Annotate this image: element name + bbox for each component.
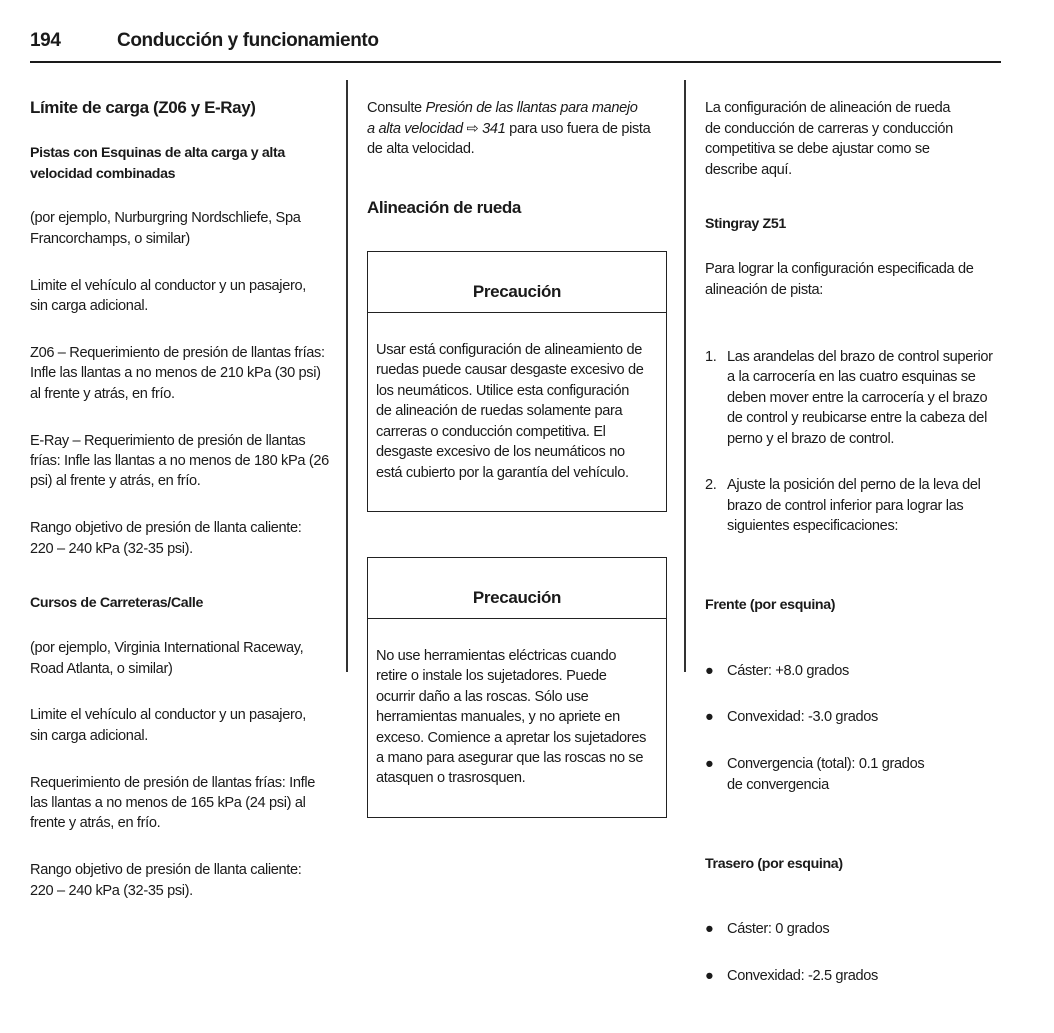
paragraph: Requerimiento de presión de llantas frías: Infle las llantas a no menos de 165 kPa (24 psi) al frente y atrás, en frío. xyxy=(30,774,315,832)
list-item xyxy=(705,707,1005,727)
paragraph: Rango objetivo de presión de llanta caliente: 220 – 240 kPa (32-35 psi). xyxy=(30,520,302,557)
step-text: Las arandelas del brazo de control superior a la carrocería en las cuatro esquinas se deben mover entre la carrocería y el brazo de control y reubicarse entre la cabeza del perno y el brazo de control. xyxy=(727,348,993,447)
text: para uso fuera de pista xyxy=(505,120,651,137)
steps-list xyxy=(705,326,1005,562)
column-divider xyxy=(684,80,686,672)
spec-text: Cáster: 0 grados xyxy=(727,921,830,938)
reference-link[interactable]: a alta velocidad xyxy=(367,120,463,137)
caution-title: Precaución xyxy=(368,272,666,312)
header-rule xyxy=(30,61,1001,63)
bullet-icon: ● xyxy=(705,709,714,726)
reference-link[interactable]: Presión de las llantas para manejo xyxy=(425,100,638,117)
bullet-icon: ● xyxy=(705,967,714,984)
paragraph: Z06 – Requerimiento de presión de llantas frías: Infle las llantas a no menos de 210 kPa (30 psi) al frente y atrás, en frío. xyxy=(30,344,325,402)
spec-text: Convexidad: -2.5 grados xyxy=(727,967,878,984)
arrow-icon: ⇨ xyxy=(466,120,479,137)
paragraph: Limite el vehículo al conductor y un pasajero, sin carga adicional. xyxy=(30,277,306,315)
list-item xyxy=(705,661,1005,681)
spec-text: Cáster: +8.0 grados xyxy=(727,662,849,679)
paragraph: E-Ray – Requerimiento de presión de llantas frías: Infle las llantas a no menos de 180 kPa (26 psi) al frente y atrás, en frío. xyxy=(30,432,329,490)
list-item xyxy=(705,347,1005,449)
column-divider xyxy=(346,80,348,672)
caution-box xyxy=(367,251,667,512)
paragraph: (por ejemplo, Virginia International Raceway, Road Atlanta, o similar) xyxy=(30,640,304,677)
caution-box xyxy=(367,557,667,818)
page-reference[interactable]: 341 xyxy=(482,120,506,137)
text: de alta velocidad. xyxy=(367,141,475,158)
paragraph: La configuración de alineación de rueda de conducción de carreras y conducción competitiva se debe ajustar como se describe aquí. xyxy=(705,100,953,178)
list-item xyxy=(705,475,1005,536)
list-item xyxy=(705,754,1005,795)
subheading: Frente (por esquina) xyxy=(705,597,836,614)
step-number: 1. xyxy=(705,348,717,365)
section-title: Conducción y funcionamiento xyxy=(117,30,379,51)
paragraph: Para lograr la configuración especificada de alineación de pista: xyxy=(705,261,974,298)
heading: Alineación de rueda xyxy=(367,198,521,218)
bullet-icon: ● xyxy=(705,662,714,679)
caution-body: Usar está configuración de alineamiento de ruedas puede causar desgaste excesivo de los neumáticos. Utilice esta configuración de alineación de ruedas solamente para carreras o conducción competitiva. El desgaste excesivo de los neumáticos no está cubierto por la garantía del vehículo. xyxy=(376,342,644,481)
bullet-icon: ● xyxy=(705,921,714,938)
list-item xyxy=(705,919,1005,939)
spec-text: Convexidad: -3.0 grados xyxy=(727,709,878,726)
subheading: Trasero (por esquina) xyxy=(705,855,843,872)
page-number: 194 xyxy=(30,30,61,51)
subheading: Pistas con Esquinas de alta carga y alta velocidad combinadas xyxy=(30,145,285,182)
subheading: Stingray Z51 xyxy=(705,216,786,233)
paragraph: (por ejemplo, Nurburgring Nordschliefe, Spa Francorchamps, o similar) xyxy=(30,210,301,247)
paragraph: Limite el vehículo al conductor y un pasajero, sin carga adicional. xyxy=(30,707,306,744)
subheading: Cursos de Carreteras/Calle xyxy=(30,595,204,612)
right-column xyxy=(705,78,1005,1033)
front-specs xyxy=(705,640,1005,821)
text: Consulte xyxy=(367,100,426,117)
cross-reference xyxy=(367,98,667,159)
middle-column xyxy=(367,78,667,855)
bullet-icon: ● xyxy=(705,756,714,773)
rear-specs xyxy=(705,899,1005,1013)
paragraph: Rango objetivo de presión de llanta caliente: 220 – 240 kPa (32-35 psi). xyxy=(30,862,302,899)
spec-text: Convergencia (total): 0.1 grados de convergencia xyxy=(727,756,925,793)
step-text: Ajuste la posición del perno de la leva del brazo de control inferior para lograr las siguientes especificaciones: xyxy=(727,477,981,535)
left-column xyxy=(30,78,342,927)
heading: Límite de carga (Z06 y E-Ray) xyxy=(30,98,256,118)
list-item xyxy=(705,966,1005,986)
caution-body: No use herramientas eléctricas cuando retire o instale los sujetadores. Puede ocurrir daño a las roscas. Sólo use herramientas manuales, y no apriete en exceso. Comience a apretar los sujetadores a mano para asegurar que las roscas no se atasquen o trasrosquen. xyxy=(376,647,647,787)
step-number: 2. xyxy=(705,477,717,494)
caution-title: Precaución xyxy=(368,578,666,618)
